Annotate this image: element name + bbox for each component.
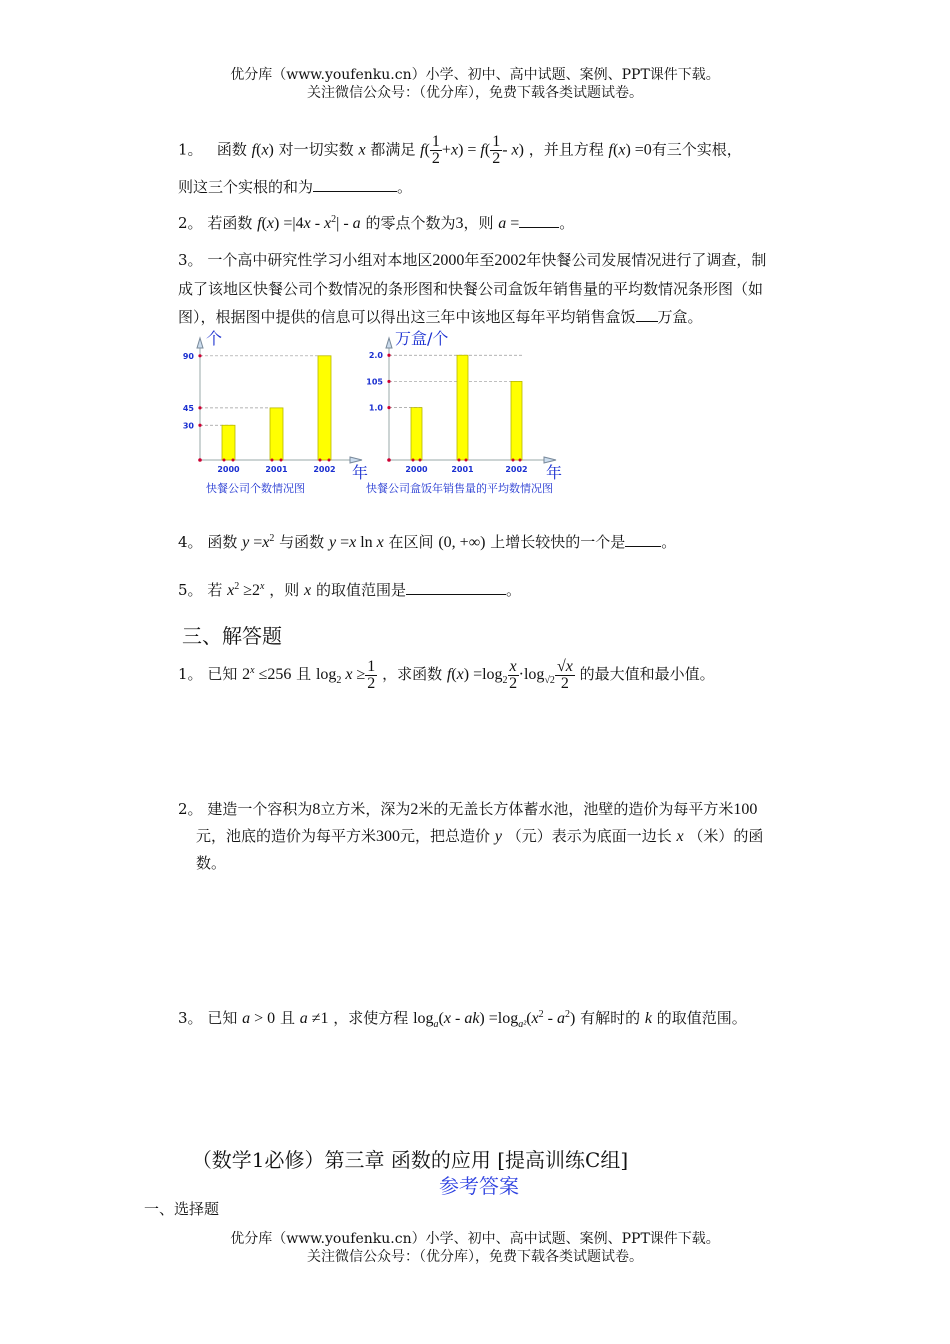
chapter-title: （数学1必修）第三章 函数的应用 [提高训练C组] (191, 1148, 629, 1172)
text: 的最大值和最小值。 (579, 665, 715, 683)
tick-dot (271, 459, 274, 462)
tick-dot (465, 459, 468, 462)
footer-line-2: 关注微信公众号：（优分库），免费下载各类试题试卷。 (307, 1249, 643, 1265)
part-heading: 一、选择题 (144, 1200, 220, 1218)
question-4: 4。 函数 $y =x^2$ 与函数 y =x ln x 在区间 (0, +∞) 上增长较快的一个是 。 (178, 524, 858, 558)
formula-equation: f (420, 141, 425, 159)
formula: f (251, 141, 257, 159)
chart-title: 快餐公司盒饭年销售量的平均数情况图 (366, 482, 553, 495)
text: （元）表示为底面一边长 (506, 827, 672, 845)
tick-dot (328, 459, 331, 462)
question-number: 3。 (178, 1009, 203, 1027)
tick-dot (412, 459, 415, 462)
tick-dot (387, 354, 390, 357)
question-5: 5。 若 $x^2 \ge 2^x$ ，则 x 的取值范围是 。 (178, 572, 858, 606)
tick-dot (198, 354, 201, 357)
x-tick-label: 2001 (265, 465, 288, 474)
text: 与函数 (279, 533, 325, 551)
value: 2 (410, 801, 419, 818)
text: 米的无盖长方体蓄水池，池壁的造价为每平方米 (418, 800, 734, 818)
y-tick-label: 90 (182, 351, 194, 361)
text: ，则 (463, 214, 494, 232)
tick-dot (458, 459, 461, 462)
section-title: 三、解答题 (182, 624, 282, 648)
bar (411, 408, 422, 460)
x-unit-label: 年 (352, 463, 369, 482)
value: 8 (312, 801, 321, 818)
y-tick-label: 30 (182, 421, 194, 431)
header-line-2: 关注微信公众号：（优分库），免费下载各类试题试卷。 (307, 85, 643, 101)
formula: f (446, 666, 452, 683)
fraction: $\frac{1}{2}$ (492, 133, 501, 167)
y-tick-label: 45 (182, 403, 194, 413)
bar-charts (176, 328, 596, 498)
x-tick-label: 2002 (313, 465, 336, 474)
text: 上增长较快的一个是 (490, 533, 626, 551)
text: 的零点个数为 (365, 214, 456, 232)
origin-dot (387, 458, 391, 462)
formula: y (328, 534, 337, 551)
y-tick-label: 1.0 (368, 403, 383, 413)
formula: f (257, 215, 262, 232)
tick-dot (198, 424, 201, 427)
text: 的取值范围是 (315, 581, 406, 599)
text: 。 (661, 533, 677, 551)
fraction: $\frac{x}{2}$ (509, 657, 518, 692)
text: 对一切实数 (278, 140, 354, 159)
bar (511, 381, 522, 460)
tick-dot (387, 406, 390, 409)
question-number: 4。 (178, 533, 203, 551)
formula: a (242, 1010, 251, 1027)
text: 元，把总造价 (400, 827, 491, 845)
text: 图），根据图中提供的信息可以得出这三年中该地区每年平均销售盒饭 (178, 308, 636, 326)
text: 若 (207, 581, 223, 599)
text: 一个高中研究性学习小组对本地区 (207, 251, 433, 269)
y-axis-arrow-icon (197, 338, 203, 348)
value: 300 (376, 828, 401, 845)
tick-dot (232, 459, 235, 462)
text: ，求使方程 (333, 1009, 409, 1027)
text: ，并且方程 (528, 140, 604, 159)
question-3 (178, 246, 858, 331)
question-number: 5。 (178, 581, 203, 599)
x-unit-label: 年 (546, 463, 563, 482)
text: 都满足 (370, 140, 416, 159)
tick-dot (387, 380, 390, 383)
text: 年至 (464, 251, 495, 269)
chart-average-sales (366, 329, 562, 495)
text: 在区间 (388, 533, 434, 551)
text: 则这三个实根的和为 (178, 178, 314, 196)
charts (176, 328, 596, 498)
footer-line-1: 优分库（www.youfenku.cn）小学、初中、高中试题、案例、PPT课件下载。 (230, 1231, 720, 1247)
question-number: 2。 (178, 800, 203, 818)
x-tick-label: 2001 (451, 465, 474, 474)
y-unit-label: 个 (206, 329, 223, 348)
text: 元，池底的造价为每平方米 (196, 827, 377, 845)
text: 。 (559, 214, 575, 232)
question-2: 2。 若函数 $f(x) =|4x - x^2| - a$ 的零点个数为3，则 a = 。 (178, 205, 858, 239)
chart-title: 快餐公司个数情况图 (206, 482, 305, 495)
answer-blank[interactable] (406, 578, 506, 595)
page-header (0, 66, 950, 102)
bar (457, 355, 468, 460)
text: ，则 (269, 581, 300, 599)
text: 且 (296, 665, 312, 683)
text: 建造一个容积为 (207, 800, 313, 818)
text: 有三个实根， (651, 140, 742, 159)
value: 100 (733, 801, 758, 818)
bar (222, 425, 235, 460)
fraction: $\frac{1}{2}$ (431, 133, 440, 167)
x-tick-label: 2002 (505, 465, 528, 474)
text: 且 (279, 1009, 295, 1027)
text: 函数 (216, 140, 247, 159)
text: 立方米，深为 (320, 800, 411, 818)
formula: 2 (242, 666, 251, 683)
problem-2: 2。 建造一个容积为8立方米，深为2米的无盖长方体蓄水池，池壁的造价为每平方米100 元，池底的造价为每平方米300元，把总造价 y （元）表示为底面一边长 x （米）的函 数。 (178, 796, 838, 876)
page-footer (0, 1230, 950, 1266)
y-tick-label: 2.0 (368, 351, 383, 361)
tick-dot (419, 459, 422, 462)
interval: (0, +∞) (438, 534, 486, 551)
text: 万盒。 (657, 308, 703, 326)
fraction: $\frac{√x}{2}$ (556, 657, 573, 692)
y-tick-label: 105 (366, 377, 383, 387)
formula-equation: log (413, 1010, 434, 1027)
header-line-1: 优分库（www.youfenku.cn）小学、初中、高中试题、案例、PPT课件下载。 (230, 67, 720, 83)
question-1-line-2 (178, 172, 858, 202)
text: 函数 (207, 533, 238, 551)
fraction: $\frac{1}{2}$ (367, 657, 376, 692)
formula: x (227, 582, 235, 599)
text: 已知 (207, 665, 238, 683)
answer-blank[interactable] (636, 305, 658, 322)
x-tick-label: 2000 (217, 465, 240, 474)
question-number: 1。 (178, 140, 203, 159)
question-1: 1。 函数 f(x) 对一切实数 x 都满足 f( $\frac{1}{2}$ +x) = f( $\frac{1}{2}$ - x) ，并且方程 f(x) =0有三个实根， (178, 133, 742, 167)
bar (318, 356, 331, 460)
x-tick-label: 2000 (405, 465, 428, 474)
problem-3: 3。 已知 a > 0 且 a ≠1 ，求使方程 $\log_a(x - ak) =\log_{a^2}(x^2 - a^2)$ 有解时的 k 的取值范围。 (178, 1009, 747, 1030)
tick-dot (223, 459, 226, 462)
y-axis-arrow-icon (386, 338, 392, 348)
value: 2002 (494, 252, 527, 269)
answer-blank[interactable] (519, 211, 559, 228)
answer-blank[interactable] (625, 530, 661, 547)
value: 3 (455, 215, 464, 232)
tick-dot (280, 459, 283, 462)
question-number: 2。 (178, 214, 203, 232)
question-number: 3。 (178, 251, 203, 269)
tick-dot (198, 406, 201, 409)
text: 若函数 (207, 214, 253, 232)
problem-1: 1。 已知 $2^x \le 256$ 且 $\log_2 x$ ≥ $\frac{1}{2}$ ，求函数 $f(x) =\log_2$ $\frac{x}{2}$ $\cdot\log_{√2}$ $\frac{√x}{2}$ 的最大值和最小值。 (178, 657, 715, 692)
text: 。 (397, 178, 413, 196)
answer-blank[interactable] (313, 175, 397, 192)
text: ，求函数 (382, 665, 443, 683)
value: 2000 (432, 252, 465, 269)
chart-company-count (183, 329, 368, 495)
bar (270, 408, 283, 460)
text: （米）的函 (688, 827, 764, 845)
text: 有解时的 (580, 1009, 641, 1027)
y-unit-label: 万盒/个 (395, 329, 449, 348)
question-number: 1。 (178, 665, 203, 683)
text: 成了该地区快餐公司个数情况的条形图和快餐公司盒饭年销售量的平均数情况条形图（如 (178, 280, 764, 298)
text: 年快餐公司发展情况进行了调查，制 (526, 251, 767, 269)
formula: y (242, 534, 250, 551)
text: 的取值范围。 (656, 1009, 747, 1027)
text: 已知 (207, 1009, 238, 1027)
tick-dot (519, 459, 522, 462)
origin-dot (198, 458, 202, 462)
text: 数。 (196, 854, 227, 872)
text: 。 (505, 581, 521, 599)
tick-dot (319, 459, 322, 462)
tick-dot (512, 459, 515, 462)
answer-title: 参考答案 (439, 1174, 519, 1198)
